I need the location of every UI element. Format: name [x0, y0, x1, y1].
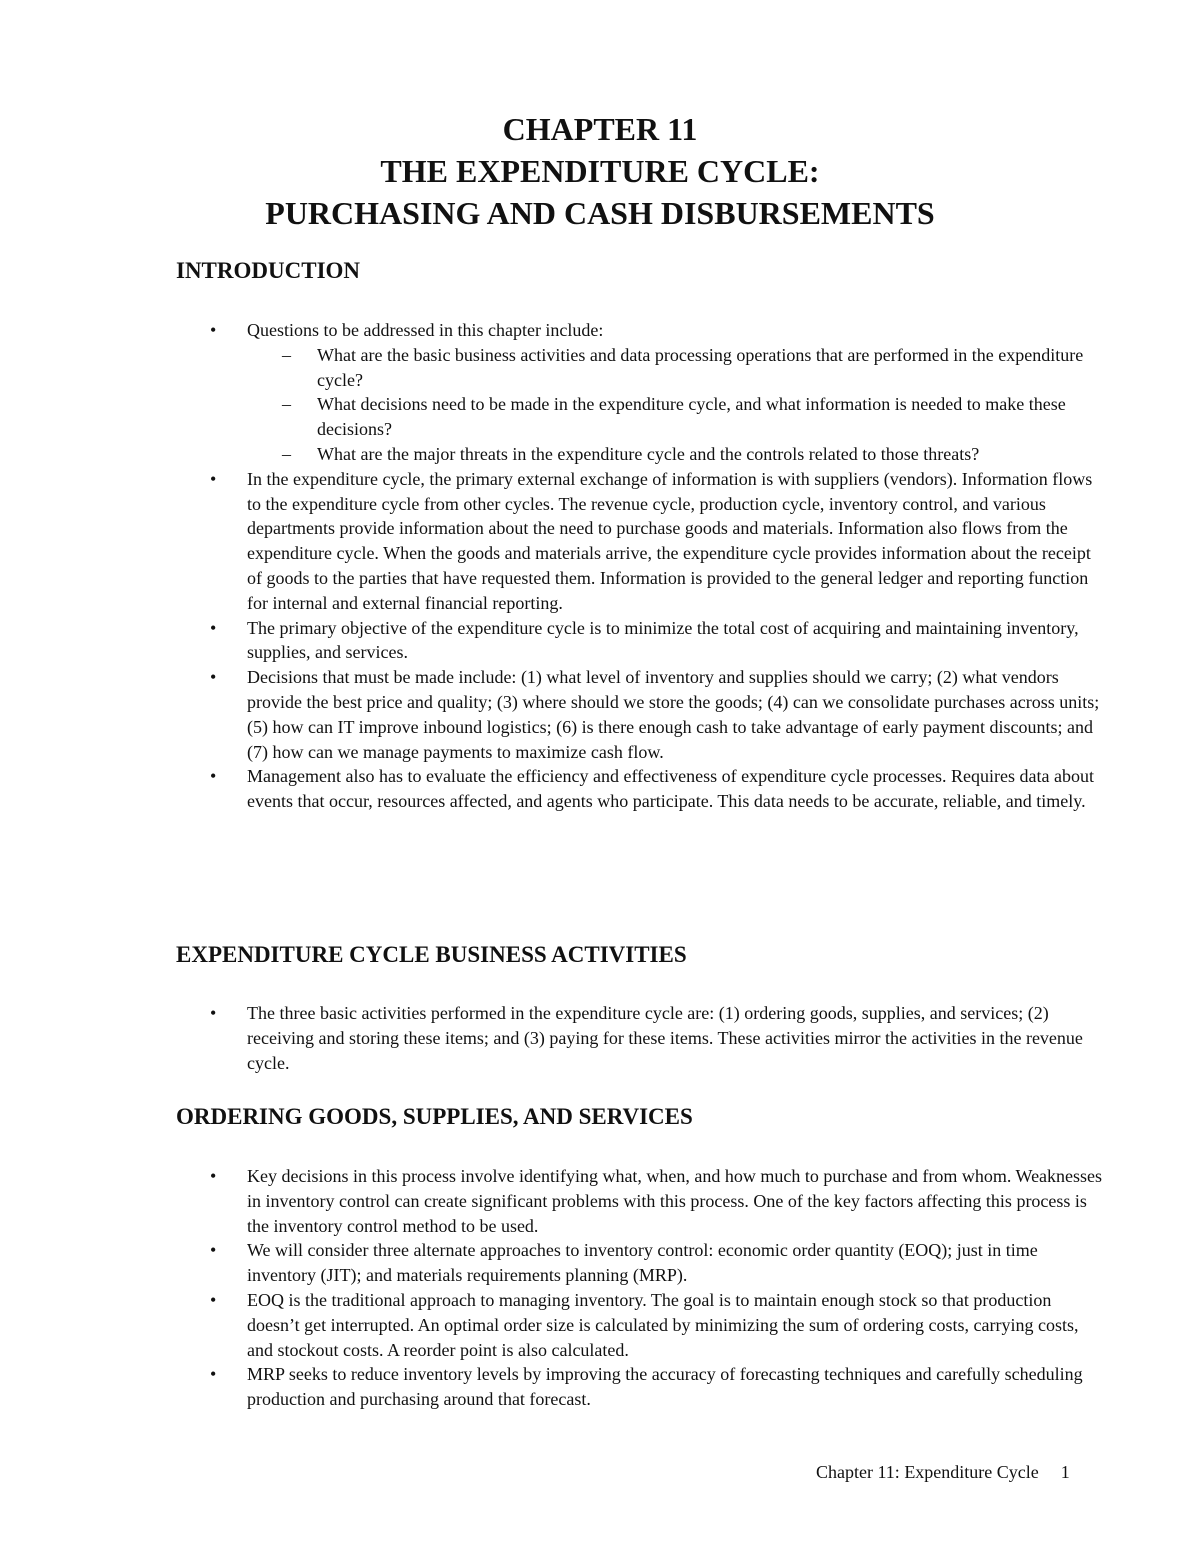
sub-list-item: – What decisions need to be made in the expenditure cycle, and what information is needed to make these decisions?: [282, 394, 1066, 440]
business-activities-list: [0, 1001, 1200, 1075]
heading-business-activities: EXPENDITURE CYCLE BUSINESS ACTIVITIES: [176, 942, 687, 967]
list-item: • The three basic activities performed in the expenditure cycle are: (1) ordering goods, supplies, and services; (2) receiving and storing these items; and (3) paying for these items. These activities mirror the activities in the revenue cycle.: [210, 1003, 1083, 1073]
dash-icon: –: [282, 394, 291, 415]
list-item: • EOQ is the traditional approach to managing inventory. The goal is to maintain enough stock so that production doesn’t get interrupted. An optimal order size is calculated by minimizing the sum of ordering costs, carrying costs, and stockout costs. A reorder point is also calculated.: [210, 1289, 1079, 1360]
dash-icon: –: [282, 443, 291, 464]
page-number: 1: [1060, 1462, 1070, 1482]
list-item: • Management also has to evaluate the efficiency and effectiveness of expenditure cycle processes. Requires data about events that occur, resources affected, and agents who participate. This data needs to be accurate, reliable, and timely.: [210, 766, 1094, 812]
page-footer: [816, 1462, 1070, 1483]
list-item: • Decisions that must be made include: (1) what level of inventory and supplies should we carry; (2) what vendors provide the best price and quality; (3) where should we store the goods; (4) can we consolidate purchases across units; (5) how can IT improve inbound logistics; (6) is there enough cash to take advantage of early payment discounts; and (7) how can we manage payments to maximize cash flow.: [210, 667, 1100, 762]
bullet-icon: •: [210, 1289, 217, 1310]
bullet-icon: •: [210, 320, 217, 340]
list-item: • We will consider three alternate approaches to inventory control: economic order quantity (EOQ); just in time inventory (JIT); and materials requirements planning (MRP).: [210, 1240, 1038, 1286]
list-item: • MRP seeks to reduce inventory levels by improving the accuracy of forecasting techniques and carefully scheduling production and purchasing around that forecast.: [210, 1364, 1083, 1410]
heading-introduction: INTRODUCTION: [176, 258, 361, 283]
sub-list-item: – What are the major threats in the expenditure cycle and the controls related to those threats?: [0, 442, 1097, 467]
ordering-list: [0, 1164, 1200, 1412]
footer-label: Chapter 11: Expenditure Cycle: [816, 1462, 1039, 1482]
introduction-list: [0, 318, 1200, 814]
list-item: • Questions to be addressed in this chapter include: – What are the basic business activities and data processing operations that are performed in the expenditure cycle? – What decisions need to be made in the expenditure cycle, and what information is needed to make these decisions? – What are the major threats in the expenditure cycle and the controls related to those threats?: [0, 318, 1107, 467]
bullet-icon: •: [210, 1240, 217, 1261]
bullet-icon: •: [210, 667, 217, 688]
heading-ordering: ORDERING GOODS, SUPPLIES, AND SERVICES: [176, 1104, 693, 1129]
dash-icon: –: [282, 344, 291, 365]
bullet-icon: •: [210, 1166, 217, 1186]
chapter-number: CHAPTER 11: [502, 111, 698, 147]
bullet-icon: •: [210, 617, 217, 638]
sub-list-item: – What are the basic business activities and data processing operations that are performed in the expenditure cycle?: [282, 344, 1084, 390]
bullet-icon: •: [210, 1003, 217, 1023]
list-item: • In the expenditure cycle, the primary external exchange of information is with suppliers (vendors). Information flows to the expenditure cycle from other cycles. The revenue cycle, production cycle, inventory control, and various departments provide information about the need to purchase goods and materials. Information also flows from the expenditure cycle. When the goods and materials arrive, the expenditure cycle provides information about the receipt of goods to the parties that have requested them. Information is provided to the general ledger and reporting function for internal and external financial reporting.: [210, 468, 1093, 613]
chapter-subtitle-2: PURCHASING AND CASH DISBURSEMENTS: [265, 195, 935, 231]
bullet-icon: •: [210, 1364, 217, 1385]
chapter-title: [0, 108, 1200, 234]
list-item: • The primary objective of the expenditure cycle is to minimize the total cost of acquiring and maintaining inventory, supplies, and services.: [210, 617, 1079, 663]
bullet-icon: •: [210, 766, 217, 787]
bullet-icon: •: [210, 468, 217, 489]
list-item: • Key decisions in this process involve identifying what, when, and how much to purchase and from whom. Weaknesses in inventory control can create significant problems with this process. One of the key factors affecting this process is the inventory control method to be used.: [210, 1166, 1103, 1236]
chapter-subtitle: THE EXPENDITURE CYCLE:: [380, 153, 820, 189]
